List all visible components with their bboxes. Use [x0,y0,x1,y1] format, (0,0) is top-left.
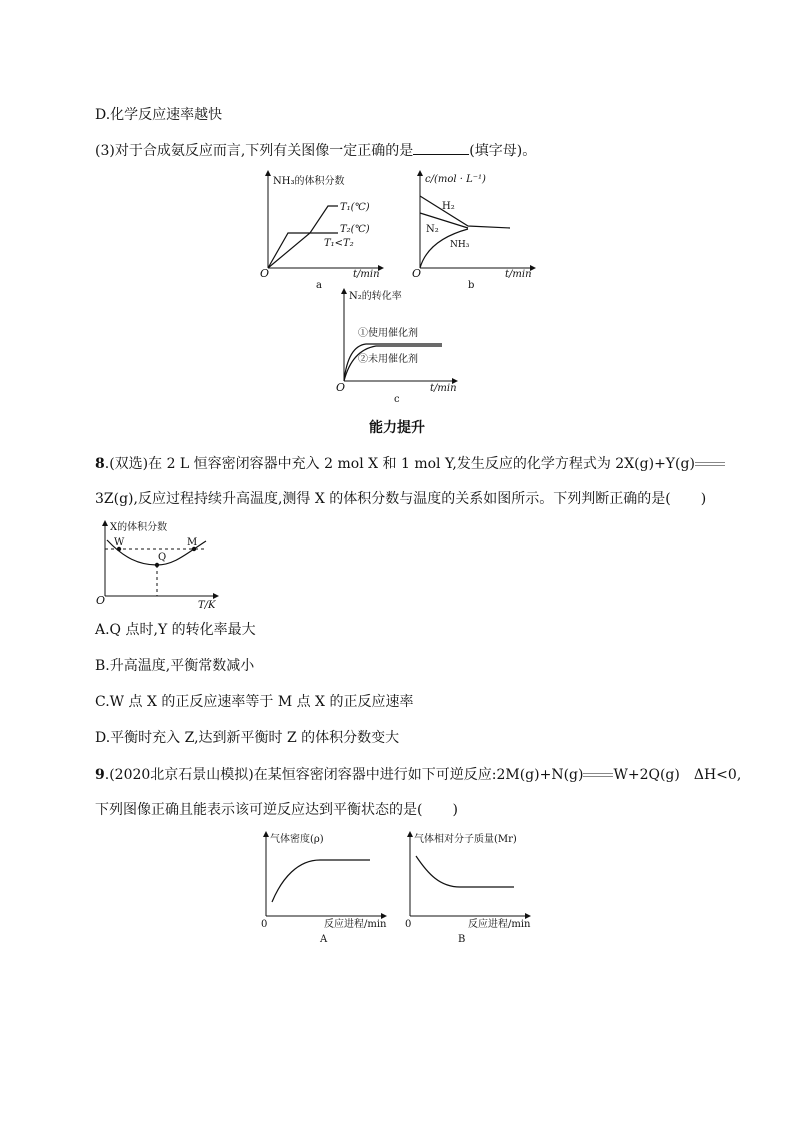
graph-q9-a [258,830,390,946]
graph-b-origin: O [412,267,422,280]
question-9-text1b: W+2Q(g) ΔH<0, [613,767,742,783]
section-heading: 能力提升 [369,420,425,436]
graph-q8-label-q: Q [158,552,167,563]
question-8-line1 [95,455,725,473]
graph-q9-b [402,830,542,946]
graph-q8-xlabel: T/K [198,600,216,611]
graph-b-n2-label: N₂ [426,224,439,235]
graph-b-ylabel: c/(mol · L⁻¹) [425,174,486,185]
graph-c-curve1-label: ①使用催化剂 [358,328,418,339]
graph-a-curve-t1 [268,206,338,268]
graph-a [258,168,388,290]
question-8-line2 [95,490,706,508]
question-9-line1 [95,766,741,784]
graph-q9b-xlabel: 反应进程/min [468,919,531,930]
graph-b-h2-label: H₂ [442,201,455,212]
graph-q9a-curve [272,860,370,902]
question-9-line2 [95,801,458,819]
graph-c-curve2-label: ②未用催化剂 [358,354,418,365]
question-8-text1: .(双选)在 2 L 恒容密闭容器中充入 2 mol X 和 1 mol Y,发生反应的化学方程式为 2X(g)+Y(g) [104,456,695,472]
graph-q9b-curve [416,856,514,887]
graph-a-xlabel: t/min [353,269,380,280]
graph-q9a-caption: A [320,934,328,945]
question-8-bracket-end: ) [700,491,707,507]
question-8-option-b: B.升高温度,平衡常数减小 [95,658,255,674]
graph-q8 [94,518,224,610]
graph-q8-ylabel: X的体积分数 [110,522,168,533]
graph-a-ylabel: NH₃的体积分数 [273,176,345,187]
graph-q9b-ylabel: 气体相对分子质量(Mr) [414,834,517,845]
graph-a-curve-t1-label: T₁(℃) [340,202,370,213]
question-8-option-a: A.Q 点时,Y 的转化率最大 [95,622,256,638]
graph-c-origin: O [336,381,346,394]
graph-a-origin: O [260,267,270,280]
question-3-prefix: (3)对于合成氨反应而言,下列有关图像一定正确的是 [95,143,414,159]
graph-q8-label-m: M [187,537,198,548]
question-9-text2: 下列图像正确且能表示该可逆反应达到平衡状态的是( [95,802,423,818]
graph-q9a-origin: 0 [261,919,268,930]
question-9-text1a: .(2020北京石景山模拟)在某恒容密闭容器中进行如下可逆反应:2M(g)+N(g) [104,767,584,783]
graph-a-caption: a [316,280,322,291]
equilibrium-arrow-icon [695,461,725,467]
graph-q8-label-w: W [114,537,125,548]
graph-q9b-caption: B [458,934,466,945]
graph-q9a-xlabel: 反应进程/min [324,919,387,930]
equilibrium-arrow-icon [583,772,613,778]
graph-c-ylabel: N₂的转化率 [349,291,402,302]
graph-c-caption: c [394,394,400,405]
graph-c [332,286,462,408]
question-9-number: 9 [95,767,105,783]
graph-q9a-ylabel: 气体密度(ρ) [270,834,324,845]
graph-q9b-origin: 0 [405,919,412,930]
graph-b-xlabel: t/min [505,269,532,280]
graph-a-curve-t2-label: T₂(℃) [340,224,370,235]
answer-blank[interactable] [413,142,469,155]
option-d: D.化学反应速率越快 [95,107,223,123]
question-9-bracket-end: ) [452,802,458,818]
graph-c-xlabel: t/min [430,383,457,394]
graph-b-nh3-label: NH₃ [450,240,470,250]
question-8-option-d: D.平衡时充入 Z,达到新平衡时 Z 的体积分数变大 [95,730,400,746]
question-3-suffix: (填字母)。 [469,143,537,159]
graph-b [410,168,540,290]
graph-q8-point-q [155,563,159,567]
graph-b-caption: b [468,280,475,291]
question-8-number: 8 [95,456,105,472]
graph-a-relation: T₁<T₂ [324,238,354,249]
graph-q8-origin: O [96,594,106,607]
question-3-stem [95,142,536,160]
question-8-text2: 3Z(g),反应过程持续升高温度,测得 X 的体积分数与温度的关系如图所示。下列判断正确的是( [95,491,671,507]
question-8-option-c: C.W 点 X 的正反应速率等于 M 点 X 的正反应速率 [95,694,414,710]
